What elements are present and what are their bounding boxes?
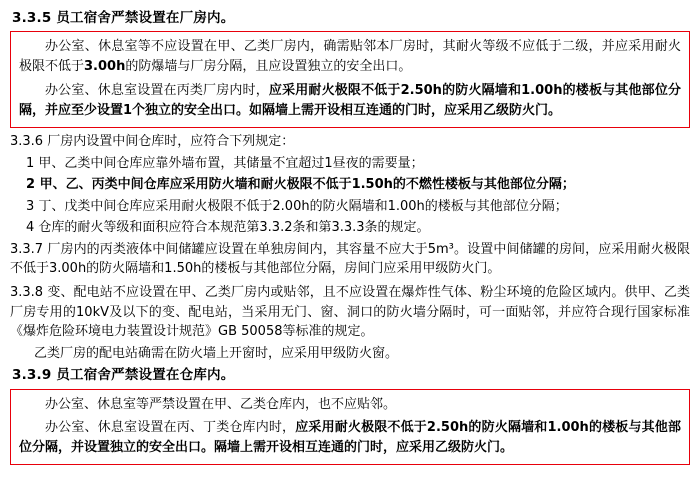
clause-3-3-8-line-1: 3.3.8 变、配电站不应设置在甲、乙类厂房内或贴邻，且不应设置在爆炸性气体、粉尘环境的危险区域内。供甲、乙类厂房专用的10kV及以下的变、配电站，当采用无门、窗、洞口的防火墙分隔时，可一面贴邻，并应符合现行国家标准《爆炸危险环境电力装置设计规范》GB 50058等标准的规定。 — [10, 285, 690, 340]
clause-3-3-5-para-2-text-a: 办公室、休息室设置在丙类厂房内时， — [45, 82, 269, 98]
clause-3-3-6-item-1: 1 甲、乙类中间仓库应靠外墙布置，其储量不宜超过1昼夜的需要量； — [26, 155, 424, 171]
clause-3-3-8-line-2: 乙类厂房的配电站确需在防火墙上开窗时，应采用甲级防火窗。 — [34, 345, 399, 361]
clause-3-3-5-para-2 — [19, 81, 681, 121]
clause-3-3-5-heading: 3.3.5 员工宿舍严禁设置在厂房内。 — [12, 10, 235, 26]
clause-3-3-6-item-3: 3 丁、戊类中间仓库应采用耐火极限不低于2.00h的防火隔墙和1.00h的楼板与其他部位分隔； — [26, 198, 568, 214]
clause-3-3-9-para-2-text-a: 办公室、休息室设置在丙、丁类仓库内时， — [45, 419, 296, 435]
clause-3-3-9-heading: 3.3.9 员工宿舍严禁设置在仓库内。 — [12, 367, 235, 384]
clause-3-3-5-para-1-bold: 3.00h — [84, 59, 126, 75]
clause-3-3-6-heading: 3.3.6 厂房内设置中间仓库时，应符合下列规定： — [10, 133, 295, 149]
clause-3-3-6-item-2: 2 甲、乙、丙类中间仓库应采用防火墙和耐火极限不低于1.50h的不燃性楼板与其他部位分隔； — [26, 177, 575, 193]
clause-3-3-5-para-1-text-a: 办公室、休息室等不应设置在甲、乙类厂房内，确需贴邻本厂房时，其耐火等级不应低于二级，并应采用耐火极限不低于 — [19, 39, 681, 75]
clause-3-3-9-para-2 — [19, 418, 681, 458]
clause-3-3-9-para-1: 办公室、休息室等严禁设置在甲、乙类仓库内，也不应贴邻。 — [45, 396, 397, 412]
clause-3-3-9-para-2-bold: 应采用耐火极限不低于2.50h的防火隔墙和1.00h的楼板与其他部位分隔，并设置独立的安全出口。隔墙上需开设相互连通的门时，应采用乙级防火门。 — [19, 419, 681, 455]
clause-3-3-5-para-1 — [19, 37, 681, 77]
highlighted-box-3-3-5 — [10, 31, 690, 128]
clause-3-3-5-para-1-text-b: 的防爆墙与厂房分隔，且应设置独立的安全出口。 — [125, 59, 412, 75]
clause-3-3-7-text: 3.3.7 厂房内的丙类液体中间储罐应设置在单独房间内，其容量不应大于5m³。设置中间储罐的房间，应采用耐火极限不低于3.00h的防火隔墙和1.50h的楼板与其他部位分隔，房间门应采用甲级防火门。 — [10, 241, 690, 277]
clause-3-3-5-para-2-bold: 应采用耐火极限不低于2.50h的防火隔墙和1.00h的楼板与其他部位分隔，并应至少设置1个独立的安全出口。如隔墙上需开设相互连通的门时，应采用乙级防火门。 — [19, 82, 681, 118]
highlighted-box-3-3-9 — [10, 389, 690, 465]
clause-3-3-6-item-4: 4 仓库的耐火等级和面积应符合本规范第3.3.2条和第3.3.3条的规定。 — [26, 220, 430, 236]
